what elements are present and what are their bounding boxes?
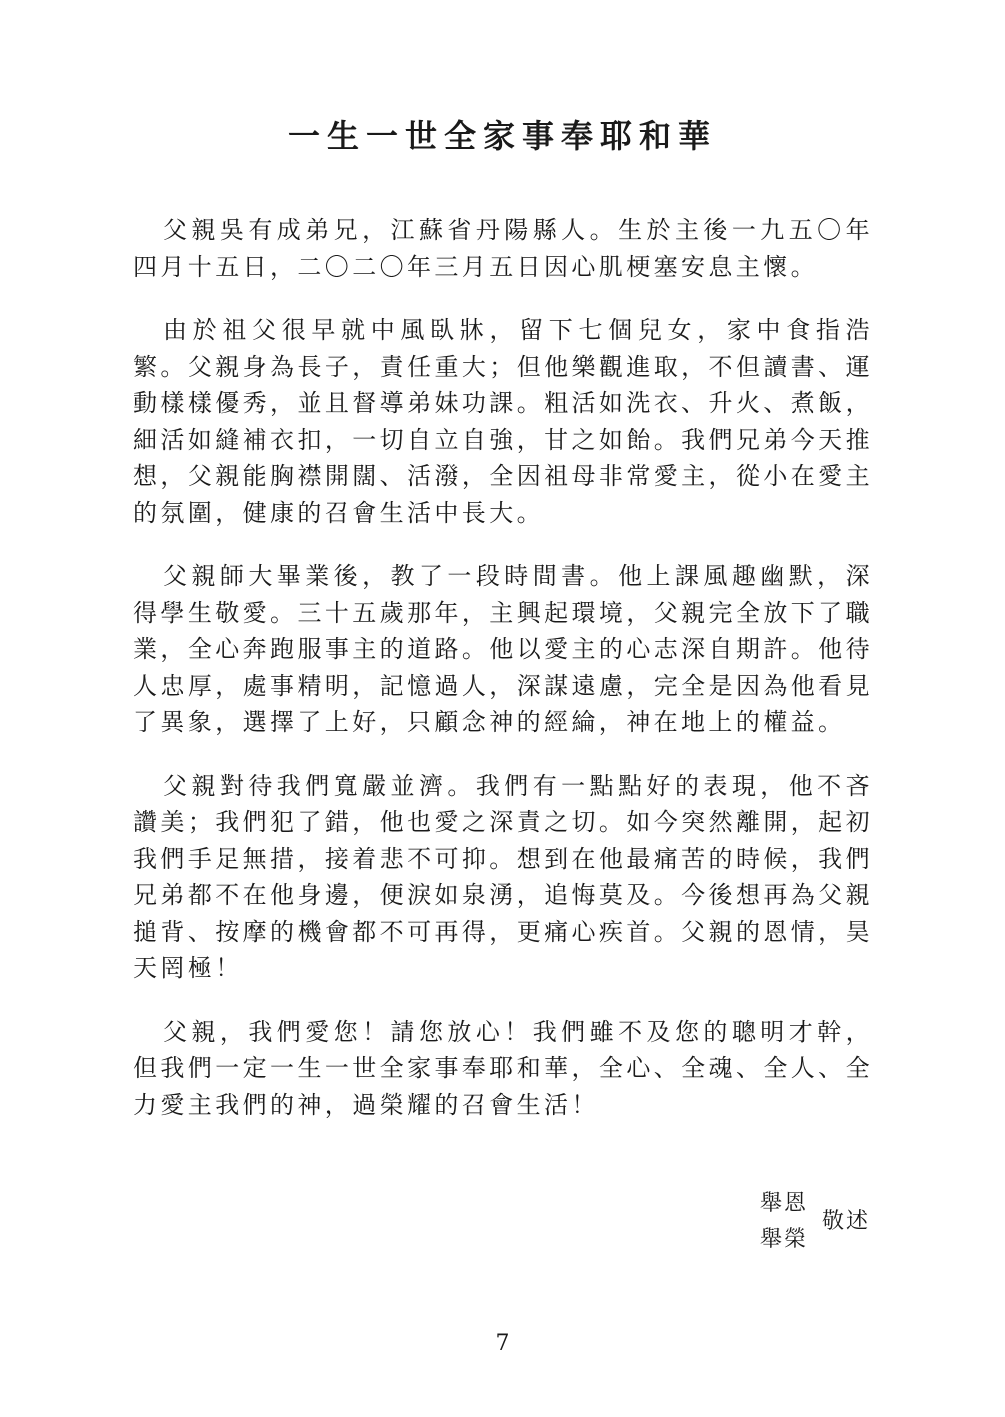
signature-name-2: 舉榮 xyxy=(760,1227,809,1252)
signature-name-1: 舉恩 xyxy=(760,1191,809,1216)
paragraph-4: 父親對待我們寬嚴並濟。我們有一點點好的表現，他不吝讚美；我們犯了錯，他也愛之深責之切。如今突然離開，起初我們手足無措，接着悲不可抑。想到在他最痛苦的時候，我們兄弟都不在他身邊，便淚如泉湧，追悔莫及。今後想再為父親搥背、按摩的機會都不可再得，更痛心疾首。父親的恩情，昊天罔極！ xyxy=(133,771,873,982)
paragraph-2: 由於祖父很早就中風臥牀，留下七個兒女，家中食指浩繁。父親身為長子，責任重大；但他樂觀進取，不但讀書、運動樣樣優秀，並且督導弟妹功課。粗活如洗衣、升火、煮飯，細活如縫補衣扣，一切自立自強，甘之如飴。我們兄弟今天推想，父親能胸襟開闊、活潑，全因祖母非常愛主，從小在愛主的氛圍，健康的召會生活中長大。 xyxy=(133,316,873,527)
page-title: 一生一世全家事奉耶和華 xyxy=(287,117,717,155)
paragraph-1: 父親吳有成弟兄，江蘇省丹陽縣人。生於主後一九五〇年四月十五日，二〇二〇年三月五日因心肌梗塞安息主懷。 xyxy=(133,216,873,281)
signature-block xyxy=(760,1186,890,1266)
paragraph-3: 父親師大畢業後，教了一段時間書。他上課風趣幽默，深得學生敬愛。三十五歲那年，主興起環境，父親完全放下了職業，全心奔跑服事主的道路。他以愛主的心志深自期許。他待人忠厚，處事精明，記憶過人，深謀遠慮，完全是因為他看見了異象，選擇了上好，只顧念神的經綸，神在地上的權益。 xyxy=(133,562,873,736)
article-body xyxy=(133,212,873,1150)
signature-suffix: 敬述 xyxy=(822,1209,871,1234)
page-number: 7 xyxy=(495,1331,510,1356)
paragraph-5: 父親，我們愛您！請您放心！我們雖不及您的聰明才幹，但我們一定一生一世全家事奉耶和華，全心、全魂、全人、全力愛主我們的神，過榮耀的召會生活！ xyxy=(133,1017,873,1119)
